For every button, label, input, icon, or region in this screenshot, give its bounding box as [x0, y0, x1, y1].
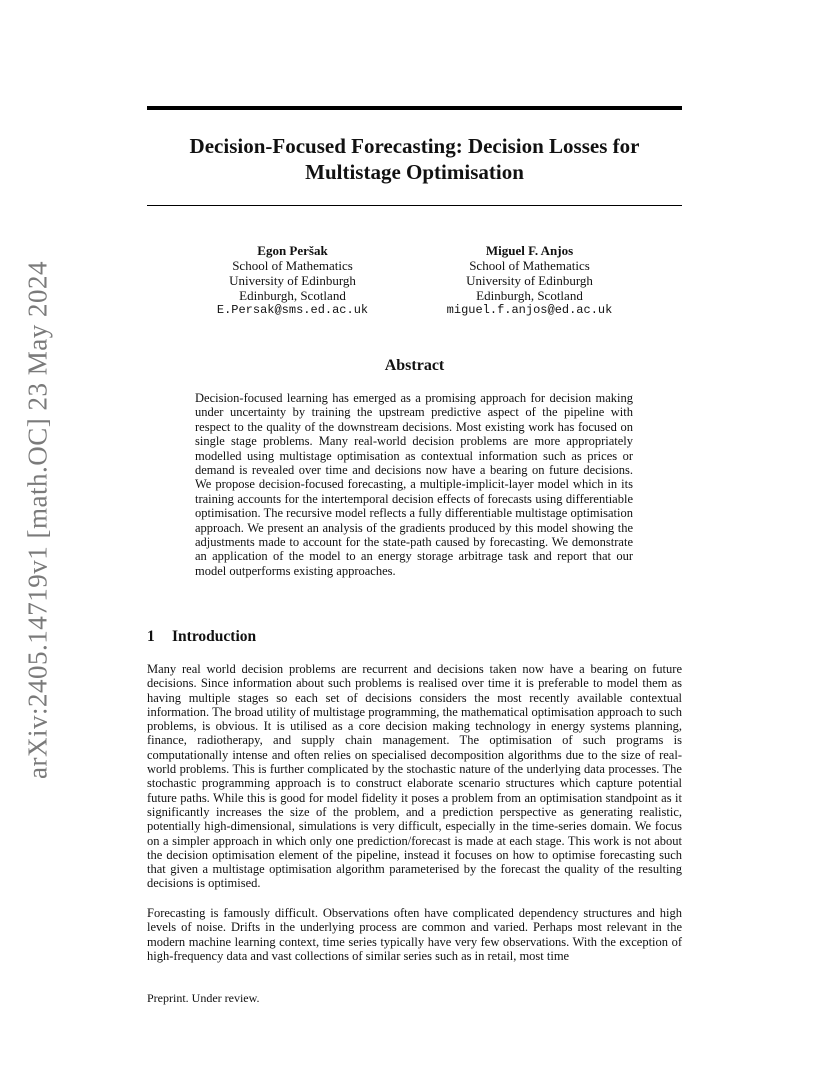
intro-paragraph-2: Forecasting is famously difficult. Observations often have complicated dependency structures and high levels of noise. Drifts in the underlying process are common and varied. Perhaps most relevant in the modern machine learning context, time series typically have very few observations. With the exception of high-frequency data and vast collections of similar series such as in retail, most time: [147, 906, 682, 963]
abstract-text: Decision-focused learning has emerged as a promising approach for decision making under uncertainty by training the upstream predictive aspect of the pipeline with respect to the quality of the downstream decisions. Most existing work has focused on single stage problems. Many real-world decision problems are more appropriately modelled using multistage optimisation as contextual information such as prices or demand is revealed over time and decisions now have a bearing on future decisions. We propose decision-focused forecasting, a multiple-implicit-layer model which in its training accounts for the intertemporal decision effects of forecasts using differentiable optimisation. The recursive model reflects a fully differentiable multistage optimisation approach. We present an analysis of the gradients produced by this model showing the adjustments made to account for the state-path caused by forecasting. We demonstrate an application of the model to an energy storage arbitrage task and report that our model outperforms existing approaches.: [195, 391, 633, 578]
author-email[interactable]: E.Persak@sms.ed.ac.uk: [216, 303, 369, 317]
title-rule-bottom: [147, 205, 682, 206]
title-line-2: Multistage Optimisation: [305, 160, 524, 184]
title-rule-top: [147, 106, 682, 110]
author-dept: School of Mathematics: [232, 258, 353, 273]
author-location: Edinburgh, Scotland: [476, 288, 583, 303]
section-title: Introduction: [172, 628, 257, 645]
intro-paragraph-1: Many real world decision problems are recurrent and decisions taken now have a bearing on future decisions. Since information about such problems is realised over time it is preferable to model them as having multiple stages so each set of decisions considers the most recently available contextual information. The broad utility of multistage programming, the mathematical optimisation approach to such problems, is obvious. It is utilised as a core decision making technology in energy systems planning, finance, radiotherapy, and supply chain management. The optimisation of such programs is computationally intense and often relies on specialised decomposition algorithms due to the size of real-world problems. This is further complicated by the stochastic nature of the underlying data processes. The stochastic programming approach is to construct elaborate scenario structures which capture potential future paths. While this is good for model fidelity it poses a problem from an optimisation standpoint as it significantly increases the size of the problem, and a prediction perspective as generating realistic, potentially high-dimensional, simulations is very difficult, especially in the time-series domain. We focus on a simpler approach in which only one prediction/forecast is made at each stage. This work is not about the decision optimisation element of the pipeline, instead it focuses on how to optimise forecasting such that given a multistage optimisation algorithm parameterised by the forecast the quality of the resulting decisions is optimised.: [147, 662, 682, 891]
author-email[interactable]: miguel.f.anjos@ed.ac.uk: [446, 303, 613, 317]
author-block-2: [432, 243, 627, 318]
author-name: Miguel F. Anjos: [485, 243, 574, 258]
footer-note: Preprint. Under review.: [147, 991, 260, 1005]
paper-title: [147, 133, 682, 185]
author-location: Edinburgh, Scotland: [239, 288, 346, 303]
abstract-heading: Abstract: [384, 357, 445, 374]
arxiv-stamp: arXiv:2405.14719v1 [math.OC] 23 May 2024: [22, 261, 53, 779]
author-block-1: [195, 243, 390, 318]
author-dept: School of Mathematics: [469, 258, 590, 273]
section-number: 1: [147, 628, 155, 645]
section-heading: [147, 628, 256, 646]
title-line-1: Decision-Focused Forecasting: Decision Losses for: [189, 134, 640, 158]
author-name: Egon Peršak: [257, 243, 328, 258]
author-univ: University of Edinburgh: [229, 273, 356, 288]
author-univ: University of Edinburgh: [466, 273, 593, 288]
